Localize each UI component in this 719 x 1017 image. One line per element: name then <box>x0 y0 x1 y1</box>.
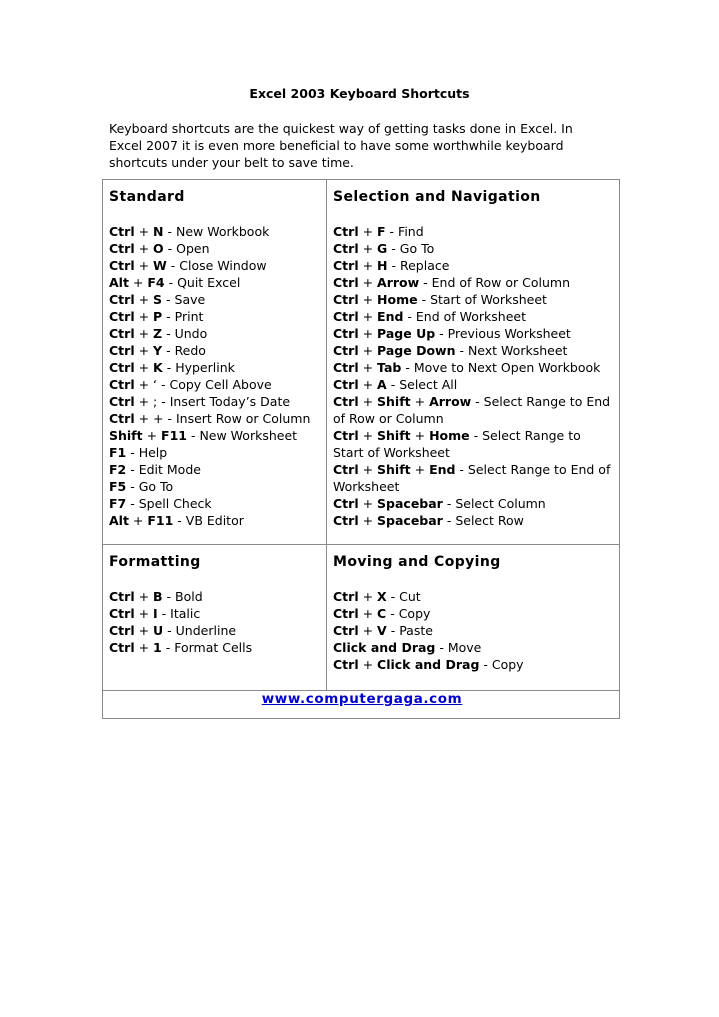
shortcut-description: Redo <box>174 343 206 358</box>
shortcut-item: Alt + F4 - Quit Excel <box>109 275 241 290</box>
shortcut-key: Home <box>429 428 470 443</box>
shortcut-item: Ctrl + + - Insert Row or Column <box>109 411 311 426</box>
shortcut-item: Ctrl + Shift + Home - Select Range to Start of Worksheet <box>333 428 581 460</box>
shortcut-key: Ctrl <box>109 360 135 375</box>
shortcut-item: F2 - Edit Mode <box>109 462 201 477</box>
shortcut-item: Ctrl + B - Bold <box>109 589 203 604</box>
shortcut-description: Go To <box>138 479 174 494</box>
shortcut-key: Spacebar <box>377 513 443 528</box>
shortcut-key: F <box>377 224 386 239</box>
shortcut-item: Ctrl + Click and Drag - Copy <box>333 657 524 672</box>
shortcut-item: Ctrl + X - Cut <box>333 589 421 604</box>
section-title: Formatting <box>109 554 201 570</box>
website-link[interactable]: www.computergaga.com <box>261 691 463 707</box>
section-moving-copying <box>327 545 620 691</box>
shortcut-key: Ctrl <box>333 462 359 477</box>
shortcut-key: F11 <box>161 428 187 443</box>
shortcut-key: Spacebar <box>377 496 443 511</box>
shortcuts-table <box>102 179 620 719</box>
shortcut-description: Select Column <box>455 496 546 511</box>
shortcut-description: Italic <box>170 606 201 621</box>
shortcut-key: Ctrl <box>333 589 359 604</box>
shortcut-item: Ctrl + Home - Start of Worksheet <box>333 292 547 307</box>
shortcut-description: Find <box>398 224 424 239</box>
shortcut-description: Select Range to End of Worksheet <box>333 462 611 494</box>
shortcut-key: Shift <box>109 428 143 443</box>
shortcut-description: Save <box>174 292 206 307</box>
shortcut-description: Copy <box>491 657 524 672</box>
shortcut-key: Ctrl <box>333 326 359 341</box>
shortcut-description: Replace <box>399 258 450 273</box>
shortcut-key: + <box>153 411 164 426</box>
shortcut-description: Copy <box>398 606 431 621</box>
shortcut-item: Ctrl + End - End of Worksheet <box>333 309 527 324</box>
shortcut-key: C <box>377 606 387 621</box>
section-title: Standard <box>109 189 185 205</box>
shortcut-item: Ctrl + 1 - Format Cells <box>109 640 253 655</box>
shortcut-key: Ctrl <box>109 343 135 358</box>
shortcut-list <box>333 223 615 529</box>
shortcut-key: Shift <box>377 428 411 443</box>
shortcut-key: I <box>153 606 158 621</box>
shortcut-description: New Worksheet <box>199 428 298 443</box>
shortcut-description: Move to Next Open Workbook <box>413 360 601 375</box>
shortcut-key: Ctrl <box>109 623 135 638</box>
shortcut-description: Bold <box>175 589 203 604</box>
shortcut-key: Home <box>377 292 418 307</box>
shortcut-key: Ctrl <box>333 428 359 443</box>
shortcut-description: Help <box>138 445 168 460</box>
shortcut-item: Ctrl + C - Copy <box>333 606 431 621</box>
shortcut-key: S <box>153 292 163 307</box>
shortcut-key: Page Up <box>377 326 436 341</box>
shortcut-key: F11 <box>147 513 174 528</box>
shortcut-list <box>109 588 322 656</box>
shortcut-key: End <box>429 462 456 477</box>
shortcut-description: Start of Worksheet <box>430 292 547 307</box>
shortcut-key: Ctrl <box>109 377 135 392</box>
shortcut-item: Ctrl + Page Down - Next Worksheet <box>333 343 568 358</box>
shortcut-description: Edit Mode <box>138 462 201 477</box>
shortcut-item: Click and Drag - Move <box>333 640 482 655</box>
shortcut-item: Ctrl + N - New Workbook <box>109 224 270 239</box>
shortcut-key: B <box>153 589 163 604</box>
shortcut-key: X <box>377 589 387 604</box>
shortcut-key: Arrow <box>429 394 472 409</box>
shortcut-description: Next Worksheet <box>467 343 568 358</box>
shortcut-description: Select Range to Start of Worksheet <box>333 428 581 460</box>
page-title: Excel 2003 Keyboard Shortcuts <box>249 86 470 101</box>
shortcut-list <box>109 223 322 529</box>
shortcut-item: Ctrl + Shift + Arrow - Select Range to End of Row or Column <box>333 394 611 426</box>
shortcut-item: Ctrl + O - Open <box>109 241 210 256</box>
shortcut-key: Ctrl <box>333 377 359 392</box>
shortcut-key: Ctrl <box>333 224 359 239</box>
shortcut-key: Ctrl <box>333 496 359 511</box>
shortcut-item: Ctrl + U - Underline <box>109 623 237 638</box>
shortcut-key: Ctrl <box>109 309 135 324</box>
shortcut-item: Ctrl + V - Paste <box>333 623 433 638</box>
shortcut-key: Ctrl <box>109 640 135 655</box>
shortcut-item: Ctrl + Arrow - End of Row or Column <box>333 275 570 290</box>
shortcut-description: Previous Worksheet <box>447 326 571 341</box>
shortcut-description: VB Editor <box>185 513 244 528</box>
shortcut-item: Ctrl + K - Hyperlink <box>109 360 235 375</box>
shortcut-key: W <box>153 258 167 273</box>
shortcut-description: End of Row or Column <box>431 275 570 290</box>
shortcut-key: U <box>153 623 164 638</box>
shortcut-description: Print <box>174 309 204 324</box>
shortcut-key: Ctrl <box>109 606 135 621</box>
shortcut-key: Ctrl <box>333 309 359 324</box>
shortcut-description: Cut <box>399 589 421 604</box>
shortcut-key: F5 <box>109 479 127 494</box>
shortcut-description: Open <box>176 241 210 256</box>
shortcut-item: Ctrl + W - Close Window <box>109 258 267 273</box>
shortcut-description: Move <box>447 640 482 655</box>
shortcut-key: O <box>153 241 164 256</box>
shortcut-description: Go To <box>399 241 435 256</box>
shortcut-key: Ctrl <box>333 343 359 358</box>
shortcut-description: Undo <box>174 326 208 341</box>
shortcut-key: Ctrl <box>109 241 135 256</box>
shortcut-description: Select All <box>399 377 458 392</box>
shortcut-description: Spell Check <box>138 496 212 511</box>
shortcut-key: H <box>377 258 388 273</box>
shortcut-key: Ctrl <box>333 623 359 638</box>
shortcut-key: Ctrl <box>109 411 135 426</box>
shortcut-item: Ctrl + F - Find <box>333 224 424 239</box>
shortcut-item: Ctrl + ; - Insert Today’s Date <box>109 394 291 409</box>
shortcut-item: Ctrl + I - Italic <box>109 606 201 621</box>
shortcut-key: V <box>377 623 387 638</box>
shortcut-description: End of Worksheet <box>415 309 527 324</box>
shortcut-key: Ctrl <box>333 513 359 528</box>
shortcut-key: F7 <box>109 496 127 511</box>
shortcut-key: Shift <box>377 394 411 409</box>
shortcut-description: Format Cells <box>174 640 253 655</box>
shortcut-list <box>333 588 615 673</box>
shortcut-key: P <box>153 309 163 324</box>
shortcut-item: Ctrl + Shift + End - Select Range to End of Worksheet <box>333 462 611 494</box>
shortcut-key: ; <box>153 394 158 409</box>
shortcut-key: Y <box>153 343 163 358</box>
shortcut-key: Ctrl <box>333 275 359 290</box>
shortcut-item: Ctrl + Z - Undo <box>109 326 208 341</box>
shortcut-key: Ctrl <box>109 258 135 273</box>
shortcut-key: Z <box>153 326 163 341</box>
shortcut-key: Ctrl <box>333 394 359 409</box>
shortcut-key: Arrow <box>377 275 420 290</box>
intro-paragraph: Keyboard shortcuts are the quickest way of getting tasks done in Excel. In Excel 2007 it is even more beneficial to have some worthwhile keyboard shortcuts under your belt to save time. <box>109 121 573 170</box>
shortcut-description: Hyperlink <box>175 360 235 375</box>
shortcut-key: End <box>377 309 404 324</box>
shortcut-key: Ctrl <box>109 292 135 307</box>
shortcut-item: Ctrl + Spacebar - Select Row <box>333 513 524 528</box>
shortcut-item: Ctrl + Spacebar - Select Column <box>333 496 546 511</box>
shortcut-item: Ctrl + Y - Redo <box>109 343 206 358</box>
shortcut-key: N <box>153 224 164 239</box>
shortcut-item: F1 - Help <box>109 445 168 460</box>
shortcut-key: Alt <box>109 275 129 290</box>
shortcut-key: Ctrl <box>333 258 359 273</box>
shortcut-key: Ctrl <box>109 224 135 239</box>
shortcut-item: F7 - Spell Check <box>109 496 212 511</box>
shortcut-key: Ctrl <box>109 326 135 341</box>
shortcut-key: Ctrl <box>333 292 359 307</box>
shortcut-description: Select Range to End of Row or Column <box>333 394 611 426</box>
shortcut-key: Ctrl <box>333 657 359 672</box>
section-standard <box>103 180 327 545</box>
section-title: Selection and Navigation <box>333 189 541 205</box>
shortcut-key: K <box>153 360 163 375</box>
section-title: Moving and Copying <box>333 554 501 570</box>
footer-cell <box>103 691 620 719</box>
shortcut-description: Underline <box>175 623 237 638</box>
shortcut-key: Shift <box>377 462 411 477</box>
shortcut-item: Alt + F11 - VB Editor <box>109 513 244 528</box>
shortcut-key: F4 <box>147 275 165 290</box>
section-formatting <box>103 545 327 691</box>
shortcut-item: Ctrl + G - Go To <box>333 241 435 256</box>
shortcut-description: Close Window <box>179 258 267 273</box>
shortcut-item: Ctrl + P - Print <box>109 309 204 324</box>
shortcut-key: Click and Drag <box>377 657 480 672</box>
shortcut-key: Ctrl <box>333 241 359 256</box>
shortcut-key: F2 <box>109 462 127 477</box>
shortcut-description: New Workbook <box>175 224 270 239</box>
shortcut-description: Quit Excel <box>177 275 241 290</box>
shortcut-key: Ctrl <box>109 589 135 604</box>
shortcut-key: Page Down <box>377 343 456 358</box>
shortcut-key: G <box>377 241 388 256</box>
shortcut-key: Tab <box>377 360 402 375</box>
shortcut-key: Alt <box>109 513 129 528</box>
shortcut-key: Ctrl <box>333 360 359 375</box>
shortcut-key: Click and Drag <box>333 640 436 655</box>
shortcut-item: Ctrl + H - Replace <box>333 258 450 273</box>
shortcut-description: Insert Row or Column <box>175 411 311 426</box>
shortcut-key: A <box>377 377 387 392</box>
section-selection-navigation <box>327 180 620 545</box>
shortcut-description: Select Row <box>455 513 524 528</box>
shortcut-key: ‘ <box>153 377 158 392</box>
shortcut-item: F5 - Go To <box>109 479 174 494</box>
shortcut-description: Insert Today’s Date <box>169 394 291 409</box>
shortcut-item: Ctrl + Page Up - Previous Worksheet <box>333 326 571 341</box>
shortcut-item: Ctrl + A - Select All <box>333 377 458 392</box>
shortcut-key: 1 <box>153 640 162 655</box>
shortcut-description: Paste <box>399 623 433 638</box>
shortcut-key: Ctrl <box>333 606 359 621</box>
shortcut-key: Ctrl <box>109 394 135 409</box>
shortcut-item: Ctrl + S - Save <box>109 292 206 307</box>
shortcut-description: Copy Cell Above <box>169 377 272 392</box>
shortcut-item: Shift + F11 - New Worksheet <box>109 428 298 443</box>
shortcut-item: Ctrl + ‘ - Copy Cell Above <box>109 377 272 392</box>
shortcut-key: F1 <box>109 445 127 460</box>
shortcut-item: Ctrl + Tab - Move to Next Open Workbook <box>333 360 601 375</box>
